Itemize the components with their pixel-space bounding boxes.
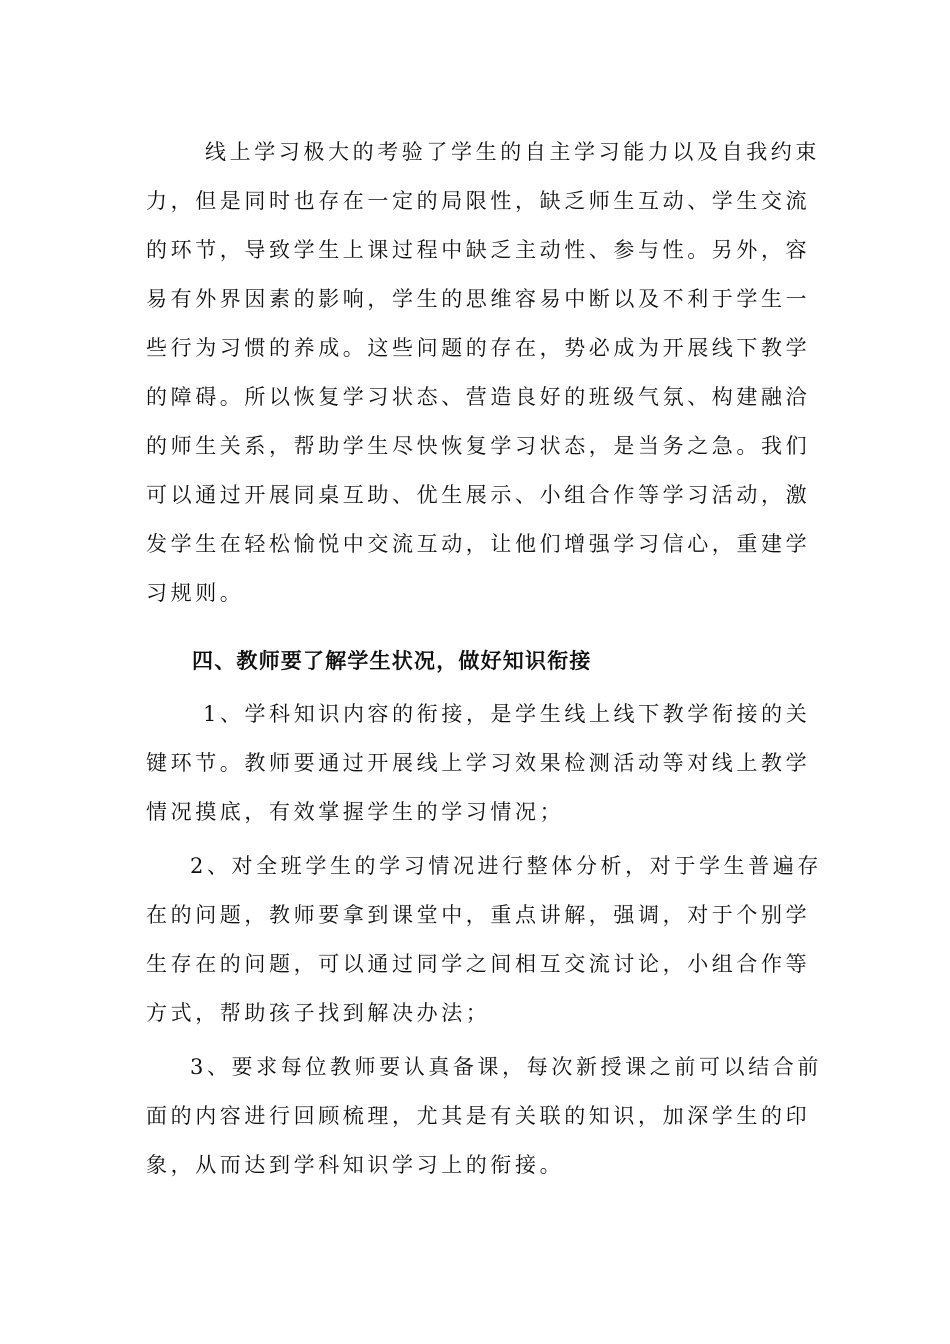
list-item-line: 面的内容进行回顾梳理，尤其是有关联的知识，加深学生的印 [146, 1104, 811, 1128]
paragraph-line: 发学生在轻松愉悦中交流互动，让他们增强学习信心，重建学 [146, 532, 811, 556]
list-item-line: 2、对全班学生的学习情况进行整体分析，对于学生普遍存 [190, 854, 822, 878]
list-item-line: 象，从而达到学科知识学习上的衔接。 [146, 1153, 565, 1177]
list-item-line: 情况摸底，有效掌握学生的学习情况； [146, 800, 565, 824]
paragraph-line: 的障碍。所以恢复学习状态、营造良好的班级气氛、构建融洽 [146, 385, 811, 409]
paragraph-line: 线上学习极大的考验了学生的自主学习能力以及自我约束 [205, 140, 820, 164]
list-item-line: 键环节。教师要通过开展线上学习效果检测活动等对线上教学 [146, 751, 811, 775]
list-item-line: 1、学科知识内容的衔接，是学生线上线下教学衔接的关 [203, 702, 811, 726]
list-item-line: 生存在的问题，可以通过同学之间相互交流讨论，小组合作等 [146, 952, 811, 976]
paragraph-line: 习规则。 [146, 581, 245, 605]
paragraph-line: 可以通过开展同桌互助、优生展示、小组合作等学习活动，激 [146, 483, 811, 507]
section-heading: 四、教师要了解学生状况，做好知识衔接 [192, 648, 592, 673]
paragraph-line: 力，但是同时也存在一定的局限性，缺乏师生互动、学生交流 [146, 189, 811, 213]
paragraph-line: 些行为习惯的养成。这些问题的存在，势必成为开展线下教学 [146, 336, 811, 360]
paragraph-line: 易有外界因素的影响，学生的思维容易中断以及不利于学生一 [146, 287, 811, 311]
list-item-line: 在的问题，教师要拿到课堂中，重点讲解，强调，对于个别学 [146, 903, 811, 927]
paragraph-line: 的师生关系，帮助学生尽快恢复学习状态，是当务之急。我们 [146, 434, 811, 458]
list-item-line: 方式，帮助孩子找到解决办法； [146, 1001, 491, 1025]
paragraph-line: 的环节，导致学生上课过程中缺乏主动性、参与性。另外，容 [146, 238, 811, 262]
list-item-line: 3、要求每位教师要认真备课，每次新授课之前可以结合前 [190, 1055, 822, 1079]
